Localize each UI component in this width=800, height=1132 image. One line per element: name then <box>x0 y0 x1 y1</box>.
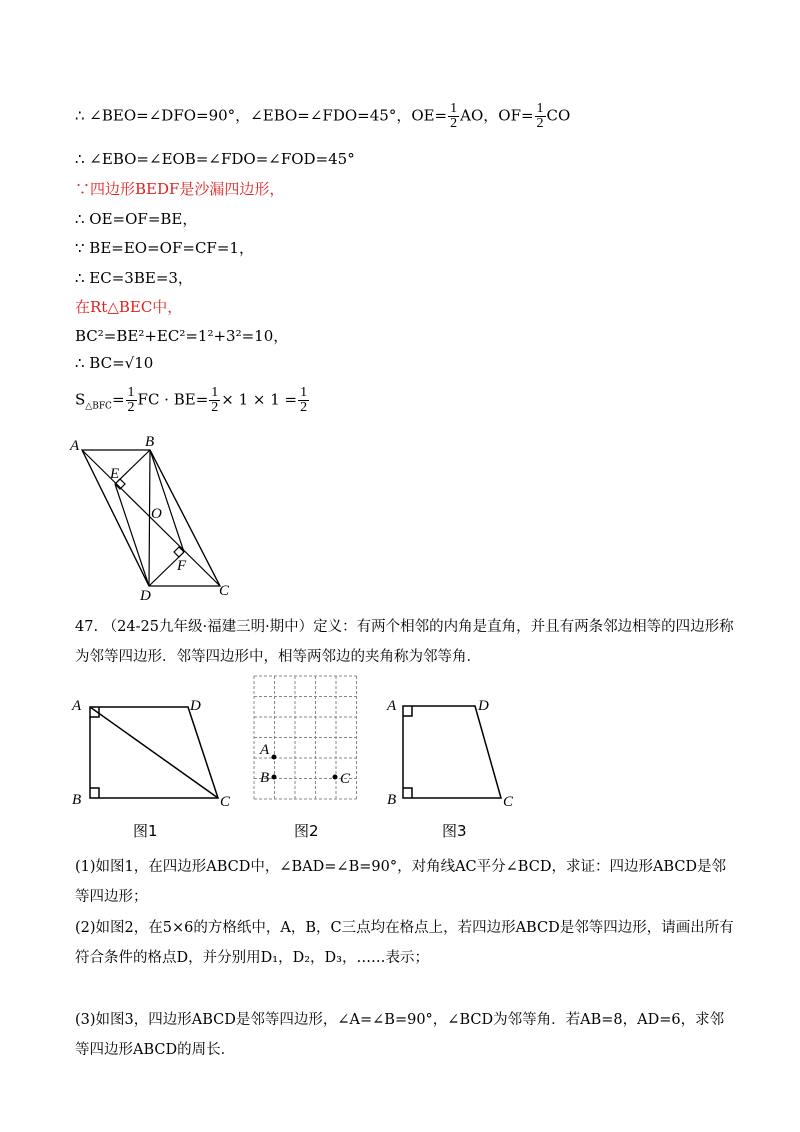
fig2-label-a: A <box>260 742 270 758</box>
fig3-right-angle-b <box>403 788 412 798</box>
equals-sign: = <box>111 390 125 409</box>
solution-line-3: ∵四边形BEDF是沙漏四边形， <box>75 180 285 198</box>
question-3: (3)如图3，四边形ABCD是邻等四边形，∠A=∠B=90°，∠BCD为邻等角．若AB=8，AD=6，求邻等四边形ABCD的周长． <box>75 1012 725 1058</box>
fig3-quadrilateral <box>403 706 501 798</box>
fraction-half-3: $\frac{1}{2}$ <box>127 385 135 415</box>
label-b: B <box>145 434 155 450</box>
label-f: F <box>177 558 187 574</box>
figure-2-caption: 图2 <box>294 822 319 840</box>
segment-bf <box>150 450 184 552</box>
fraction-half: $\frac{1}{2}$ <box>450 101 458 131</box>
solution-line-10 <box>75 386 310 415</box>
fig2-label-b: B <box>260 770 270 786</box>
fig1-diagonal-ac <box>90 707 218 798</box>
fig1-label-d: D <box>190 698 201 714</box>
fig2-point-c <box>333 775 338 780</box>
label-a: A <box>70 438 80 454</box>
question-2: (2)如图2，在5×6的方格纸中，A，B，C三点均在格点上，若四边形ABCD是邻等四边形，请画出所有符合条件的格点D，并分别用D₁，D₂，D₃，……表示； <box>75 920 734 966</box>
fig3-right-angle-a <box>403 706 412 716</box>
solution-line-5: ∵ BE=EO=OF=CF=1， <box>75 239 254 257</box>
figure-3 <box>383 692 523 812</box>
solution-line-7: 在Rt△BEC中， <box>75 298 183 316</box>
line1-part-c: CO <box>546 106 571 125</box>
solution-line-2: ∴ ∠EBO=∠EOB=∠FDO=∠FOD=45° <box>75 150 355 168</box>
fraction-half-4: $\frac{1}{2}$ <box>211 385 219 415</box>
question-1: (1)如图1，在四边形ABCD中，∠BAD=∠B=90°，对角线AC平分∠BCD，求证：四边形ABCD是邻等四边形； <box>75 859 727 905</box>
fig2-point-b <box>272 775 277 780</box>
fig1-right-angle-b <box>90 788 99 798</box>
figure-2-grid <box>250 672 362 812</box>
segment-bd <box>149 450 150 586</box>
solution-line-4: ∴ OE=OF=BE， <box>75 210 198 228</box>
line10-part-c: FC · BE= <box>137 390 209 409</box>
fig2-point-a <box>272 755 277 760</box>
label-o: O <box>151 506 162 522</box>
fig3-label-c: C <box>503 794 514 810</box>
parallelogram-figure <box>65 432 245 602</box>
fig1-label-a: A <box>72 698 82 714</box>
fraction-half-2: $\frac{1}{2}$ <box>536 101 544 131</box>
solution-line-6: ∴ EC=3BE=3， <box>75 269 193 287</box>
area-symbol: S <box>75 390 86 409</box>
fig3-label-b: B <box>387 792 397 808</box>
label-e: E <box>110 466 120 482</box>
fig3-label-d: D <box>478 698 489 714</box>
figure-1 <box>68 692 238 812</box>
problem-47-statement: 47. （24-25九年级·福建三明·期中）定义：有两个相邻的内角是直角，并且有两条邻边相等的四边形称为邻等四边形．邻等四边形中，相等两邻边的夹角称为邻等角． <box>75 619 734 665</box>
fraction-half-5: $\frac{1}{2}$ <box>300 385 308 415</box>
figure-1-caption: 图1 <box>133 822 158 840</box>
solution-line-1 <box>75 102 570 131</box>
line1-part-b: AO，OF= <box>460 106 534 125</box>
figure-3-caption: 图3 <box>442 822 467 840</box>
solution-line-9: ∴ BC=√10 <box>75 354 154 372</box>
line1-part-a: ∴ ∠BEO=∠DFO=90°，∠EBO=∠FDO=45°，OE= <box>75 106 448 125</box>
area-subscript: △BFC <box>85 401 112 412</box>
fig3-label-a: A <box>387 698 397 714</box>
fig2-label-c: C <box>340 771 351 787</box>
label-c: C <box>219 583 230 599</box>
solution-line-8: BC²=BE²+EC²=1²+3²=10， <box>75 327 289 345</box>
fig1-label-b: B <box>72 792 82 808</box>
fig1-label-c: C <box>220 794 231 810</box>
label-d: D <box>140 588 151 602</box>
line10-part-d: × 1 × 1 = <box>221 390 298 409</box>
